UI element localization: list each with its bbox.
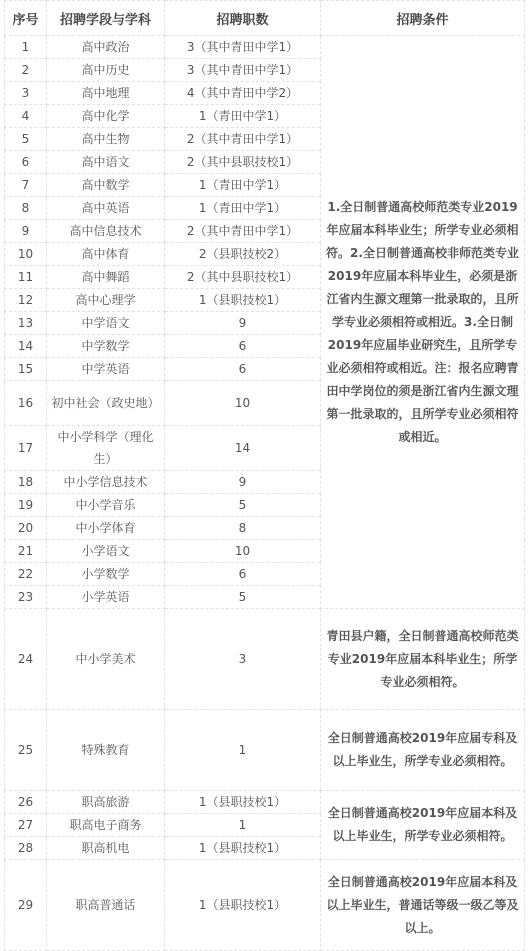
conditions-group-3: 全日制普通高校2019年应届专科及以上毕业生，所学专业必须相符。 bbox=[321, 710, 525, 791]
row-subject: 高中英语 bbox=[47, 197, 165, 220]
row-no: 8 bbox=[5, 197, 47, 220]
header-subject: 招聘学段与学科 bbox=[47, 1, 165, 36]
row-count: 5 bbox=[165, 586, 321, 609]
row-subject: 中小学科学（理化生） bbox=[47, 426, 165, 471]
row-count: 10 bbox=[165, 540, 321, 563]
recruitment-table-wrap bbox=[4, 0, 524, 951]
row-no: 27 bbox=[5, 814, 47, 837]
row-count: 4（其中青田中学2） bbox=[165, 82, 321, 105]
row-no: 16 bbox=[5, 381, 47, 426]
row-no: 15 bbox=[5, 358, 47, 381]
row-count: 2（其中青田中学1） bbox=[165, 128, 321, 151]
row-count: 1（县职技校1） bbox=[165, 791, 321, 814]
row-count: 6 bbox=[165, 358, 321, 381]
row-no: 17 bbox=[5, 426, 47, 471]
row-no: 14 bbox=[5, 335, 47, 358]
conditions-group-5: 全日制普通高校2019年应届本科及以上毕业生，普通话等级一级乙等及以上。 bbox=[321, 860, 525, 951]
row-count: 2（县职技校2） bbox=[165, 243, 321, 266]
header-conditions: 招聘条件 bbox=[321, 1, 525, 36]
conditions-group-2: 青田县户籍，全日制普通高校师范类专业2019年应届本科毕业生；所学专业必须相符。 bbox=[321, 609, 525, 710]
row-subject: 小学英语 bbox=[47, 586, 165, 609]
row-count: 1 bbox=[165, 814, 321, 837]
row-no: 20 bbox=[5, 517, 47, 540]
row-count: 14 bbox=[165, 426, 321, 471]
row-count: 1（青田中学1） bbox=[165, 197, 321, 220]
row-subject: 高中语文 bbox=[47, 151, 165, 174]
row-count: 1 bbox=[165, 710, 321, 791]
header-no: 序号 bbox=[5, 1, 47, 36]
row-no: 9 bbox=[5, 220, 47, 243]
row-subject: 高中舞蹈 bbox=[47, 266, 165, 289]
row-subject: 中小学体育 bbox=[47, 517, 165, 540]
row-no: 2 bbox=[5, 59, 47, 82]
table-row bbox=[5, 860, 525, 951]
row-subject: 小学语文 bbox=[47, 540, 165, 563]
row-subject: 高中地理 bbox=[47, 82, 165, 105]
row-subject: 高中化学 bbox=[47, 105, 165, 128]
row-no: 4 bbox=[5, 105, 47, 128]
row-subject: 高中历史 bbox=[47, 59, 165, 82]
row-subject: 初中社会（政史地） bbox=[47, 381, 165, 426]
row-subject: 中小学音乐 bbox=[47, 494, 165, 517]
row-no: 1 bbox=[5, 36, 47, 59]
row-no: 23 bbox=[5, 586, 47, 609]
row-no: 12 bbox=[5, 289, 47, 312]
row-subject: 中学语文 bbox=[47, 312, 165, 335]
row-count: 2（其中县职技校1） bbox=[165, 266, 321, 289]
row-no: 26 bbox=[5, 791, 47, 814]
row-count: 2（其中青田中学1） bbox=[165, 220, 321, 243]
row-no: 21 bbox=[5, 540, 47, 563]
row-subject: 中小学美术 bbox=[47, 609, 165, 710]
row-subject: 高中数学 bbox=[47, 174, 165, 197]
table-row bbox=[5, 609, 525, 710]
row-no: 13 bbox=[5, 312, 47, 335]
row-subject: 高中心理学 bbox=[47, 289, 165, 312]
conditions-group-4: 全日制普通高校2019年应届本科及以上毕业生，所学专业必须相符。 bbox=[321, 791, 525, 860]
row-no: 5 bbox=[5, 128, 47, 151]
row-no: 28 bbox=[5, 837, 47, 860]
table-row bbox=[5, 36, 525, 59]
row-subject: 中学英语 bbox=[47, 358, 165, 381]
header-count: 招聘职数 bbox=[165, 1, 321, 36]
row-no: 3 bbox=[5, 82, 47, 105]
header-row bbox=[5, 1, 525, 36]
row-subject: 小学数学 bbox=[47, 563, 165, 586]
row-count: 6 bbox=[165, 563, 321, 586]
row-subject: 职高旅游 bbox=[47, 791, 165, 814]
row-count: 2（其中县职技校1） bbox=[165, 151, 321, 174]
row-no: 18 bbox=[5, 471, 47, 494]
row-subject: 中学数学 bbox=[47, 335, 165, 358]
row-subject: 中小学信息技术 bbox=[47, 471, 165, 494]
row-count: 9 bbox=[165, 312, 321, 335]
row-no: 10 bbox=[5, 243, 47, 266]
recruitment-table bbox=[4, 0, 525, 951]
row-count: 3（其中青田中学1） bbox=[165, 36, 321, 59]
table-row bbox=[5, 791, 525, 814]
row-no: 7 bbox=[5, 174, 47, 197]
row-count: 8 bbox=[165, 517, 321, 540]
row-no: 19 bbox=[5, 494, 47, 517]
row-count: 1（县职技校1） bbox=[165, 837, 321, 860]
row-no: 11 bbox=[5, 266, 47, 289]
table-row bbox=[5, 710, 525, 791]
row-no: 25 bbox=[5, 710, 47, 791]
row-count: 5 bbox=[165, 494, 321, 517]
row-subject: 职高机电 bbox=[47, 837, 165, 860]
row-no: 29 bbox=[5, 860, 47, 951]
row-subject: 职高普通话 bbox=[47, 860, 165, 951]
row-count: 1（县职技校1） bbox=[165, 860, 321, 951]
row-count: 1（县职技校1） bbox=[165, 289, 321, 312]
row-count: 10 bbox=[165, 381, 321, 426]
row-count: 9 bbox=[165, 471, 321, 494]
row-subject: 高中生物 bbox=[47, 128, 165, 151]
row-count: 1（青田中学1） bbox=[165, 174, 321, 197]
row-no: 24 bbox=[5, 609, 47, 710]
conditions-group-1: 1.全日制普通高校师范类专业2019年应届本科毕业生；所学专业必须相符。2.全日制普通高校非师范类专业2019年应届本科毕业生，必须是浙江省内生源文理第一批录取的，且所学专业必须相符或相近。3.全日制2019年应届毕业研究生，且所学专业必须相符或相近。注：报名应聘青田中学岗位的须是浙江省内生源文理第一批录取的，且所学专业必须相符或相近。 bbox=[321, 36, 525, 609]
row-subject: 高中政治 bbox=[47, 36, 165, 59]
row-count: 6 bbox=[165, 335, 321, 358]
row-subject: 高中体育 bbox=[47, 243, 165, 266]
row-subject: 特殊教育 bbox=[47, 710, 165, 791]
row-count: 3 bbox=[165, 609, 321, 710]
row-subject: 职高电子商务 bbox=[47, 814, 165, 837]
row-no: 22 bbox=[5, 563, 47, 586]
row-subject: 高中信息技术 bbox=[47, 220, 165, 243]
row-count: 1（青田中学1） bbox=[165, 105, 321, 128]
row-count: 3（其中青田中学1） bbox=[165, 59, 321, 82]
row-no: 6 bbox=[5, 151, 47, 174]
